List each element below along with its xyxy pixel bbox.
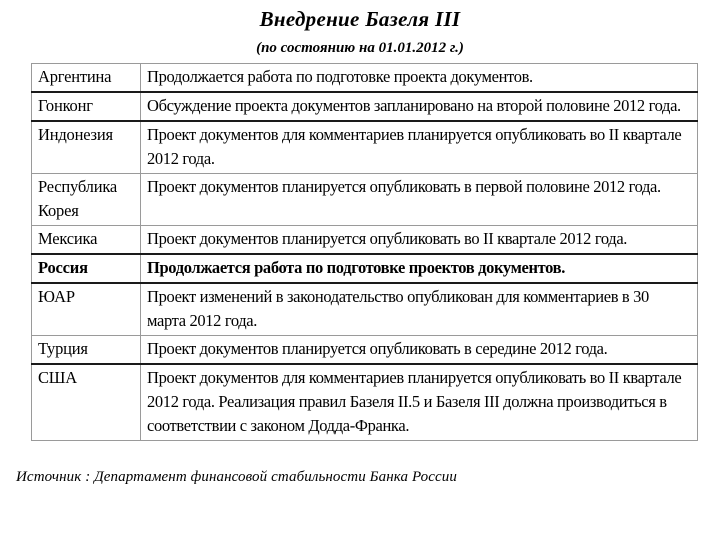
country-cell: Аргентина (32, 64, 141, 93)
table-row-turkey (32, 336, 698, 365)
country-cell: Индонезия (32, 121, 141, 174)
table-row-south-africa (32, 283, 698, 336)
page-title: Внедрение Базеля III (259, 7, 461, 31)
status-cell: Проект документов для комментариев планируется опубликовать во II квартале 2012 года. (141, 121, 698, 174)
country-cell: ЮАР (32, 283, 141, 336)
status-cell: Продолжается работа по подготовке проектов документов. (141, 254, 698, 283)
status-cell: Продолжается работа по подготовке проекта документов. (141, 64, 698, 93)
table-row-hong-kong (32, 92, 698, 121)
status-cell: Проект изменений в законодательство опубликован для комментариев в 30 марта 2012 года. (141, 283, 698, 336)
status-cell: Проект документов планируется опубликовать в первой половине 2012 года. (141, 174, 698, 226)
table-row-argentina (32, 64, 698, 93)
table-row-korea (32, 174, 698, 226)
country-cell: Гонконг (32, 92, 141, 121)
table-row-russia (32, 254, 698, 283)
country-cell: Турция (32, 336, 141, 365)
source-note: Источник : Департамент финансовой стабильности Банка России (16, 469, 457, 485)
status-cell: Обсуждение проекта документов запланировано на второй половине 2012 года. (141, 92, 698, 121)
country-cell: Россия (32, 254, 141, 283)
country-cell: Республика Корея (32, 174, 141, 226)
table-row-indonesia (32, 121, 698, 174)
status-cell: Проект документов планируется опубликовать во II квартале 2012 года. (141, 226, 698, 255)
basel-table-container (31, 63, 698, 441)
basel-implementation-table (31, 63, 698, 441)
status-cell: Проект документов для комментариев планируется опубликовать во II квартале 2012 года. Реализация правил Базеля II.5 и Базеля III должна производиться в соответствии с законом Додда-Франка. (141, 364, 698, 441)
country-cell: США (32, 364, 141, 441)
table-row-mexico (32, 226, 698, 255)
table-row-usa (32, 364, 698, 441)
country-cell: Мексика (32, 226, 141, 255)
page-subtitle: (по состоянию на 01.01.2012 г.) (256, 40, 464, 56)
status-cell: Проект документов планируется опубликовать в середине 2012 года. (141, 336, 698, 365)
